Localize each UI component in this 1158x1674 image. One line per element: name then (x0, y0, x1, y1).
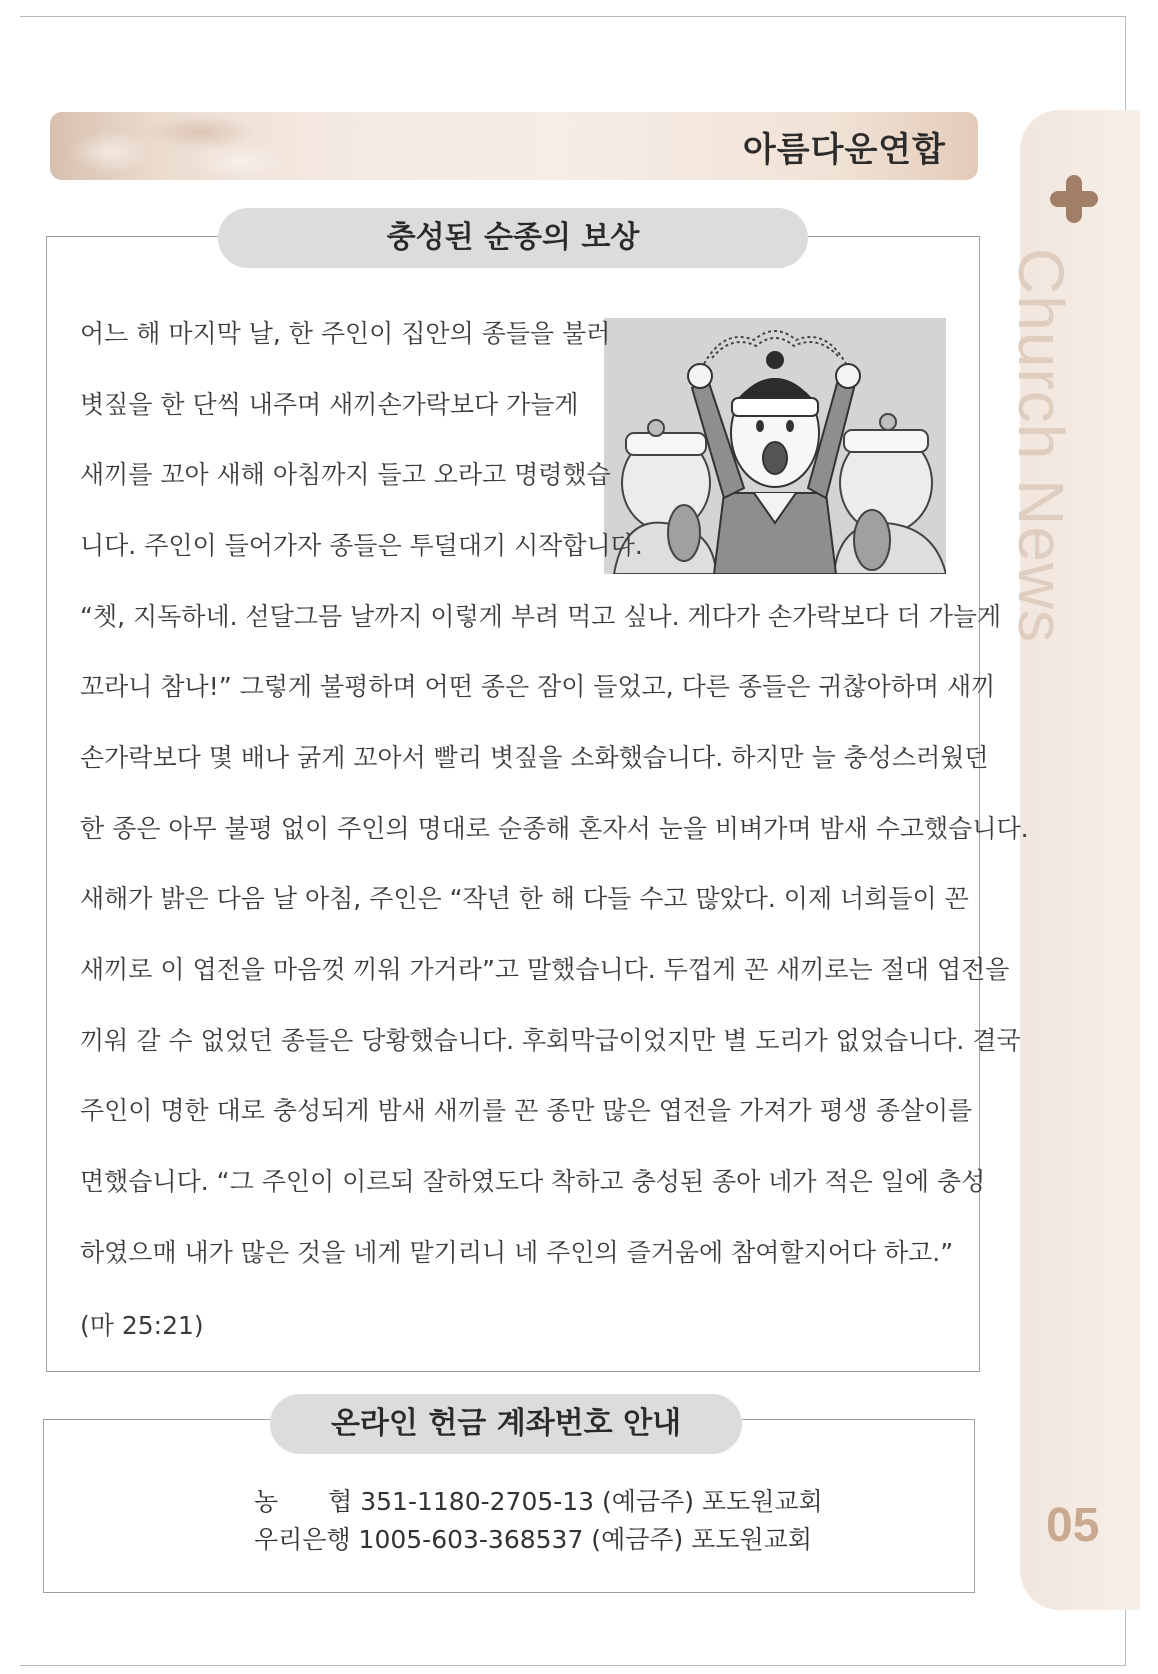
banner-decoration (50, 112, 290, 180)
story-line: 새끼로 이 엽전을 마음껏 끼워 가거라”고 말했습니다. 두껍게 꼰 새끼로는 절대 엽전을 (80, 955, 1010, 984)
scripture-reference: (마 25:21) (80, 1311, 204, 1340)
story-line: 어느 해 마지막 날, 한 주인이 집안의 종들을 불러 (80, 319, 611, 348)
story-line: “쳇, 지독하네. 섣달그믐 날까지 이렇게 부려 먹고 싶나. 게다가 손가락보다 더 가늘게 (80, 602, 1002, 631)
story-line: 주인이 명한 대로 충성되게 밤새 새끼를 꼰 종만 많은 엽전을 가져가 평생 종살이를 (80, 1096, 973, 1125)
story-line: 니다. 주인이 들어가자 종들은 투덜대기 시작합니다. (80, 531, 643, 560)
story-line: 한 종은 아무 불평 없이 주인의 명대로 순종해 혼자서 눈을 비벼가며 밤새 수고했습니다. (80, 814, 1029, 843)
side-label: Church News (1005, 248, 1077, 644)
story-line: 끼워 갈 수 없었던 종들은 당황했습니다. 후회막급이었지만 별 도리가 없었습니다. 결국 (80, 1026, 1021, 1055)
section-banner (50, 112, 978, 180)
story-title: 충성된 순종의 보상 (218, 208, 808, 268)
story-line: 면했습니다. “그 주인이 이르되 잘하였도다 착하고 충성된 종아 네가 적은 일에 충성 (80, 1167, 986, 1196)
story-line: 새끼를 꼬아 새해 아침까지 들고 오라고 명령했습 (80, 460, 611, 489)
story-line: 손가락보다 몇 배나 굵게 꼬아서 빨리 볏짚을 소화했습니다. 하지만 늘 충성스러웠던 (80, 743, 989, 772)
bottom-rule (20, 1665, 1126, 1666)
story-illustration (604, 318, 946, 574)
story-line: 하였으매 내가 많은 것을 네게 맡기리니 네 주인의 즐거움에 참여할지어다 하고.” (80, 1238, 954, 1267)
story-line: 새해가 밝은 다음 날 아침, 주인은 “작년 한 해 다들 수고 많았다. 이제 너희들이 꼰 (80, 884, 969, 913)
account-row: 농 협 351-1180-2705-13 (예금주) 포도원교회 (254, 1487, 823, 1516)
account-title: 온라인 헌금 계좌번호 안내 (270, 1394, 742, 1454)
account-row: 우리은행 1005-603-368537 (예금주) 포도원교회 (254, 1525, 812, 1554)
cross-icon (1050, 175, 1098, 223)
story-line: 볏짚을 한 단씩 내주며 새끼손가락보다 가늘게 (80, 390, 579, 419)
story-line: 꼬라니 참나!” 그렇게 불평하며 어떤 종은 잠이 들었고, 다른 종들은 귀찮아하며 새끼 (80, 672, 996, 701)
page-number: 05 (1046, 1499, 1100, 1552)
section-title: 아름다운연합 (742, 130, 946, 170)
